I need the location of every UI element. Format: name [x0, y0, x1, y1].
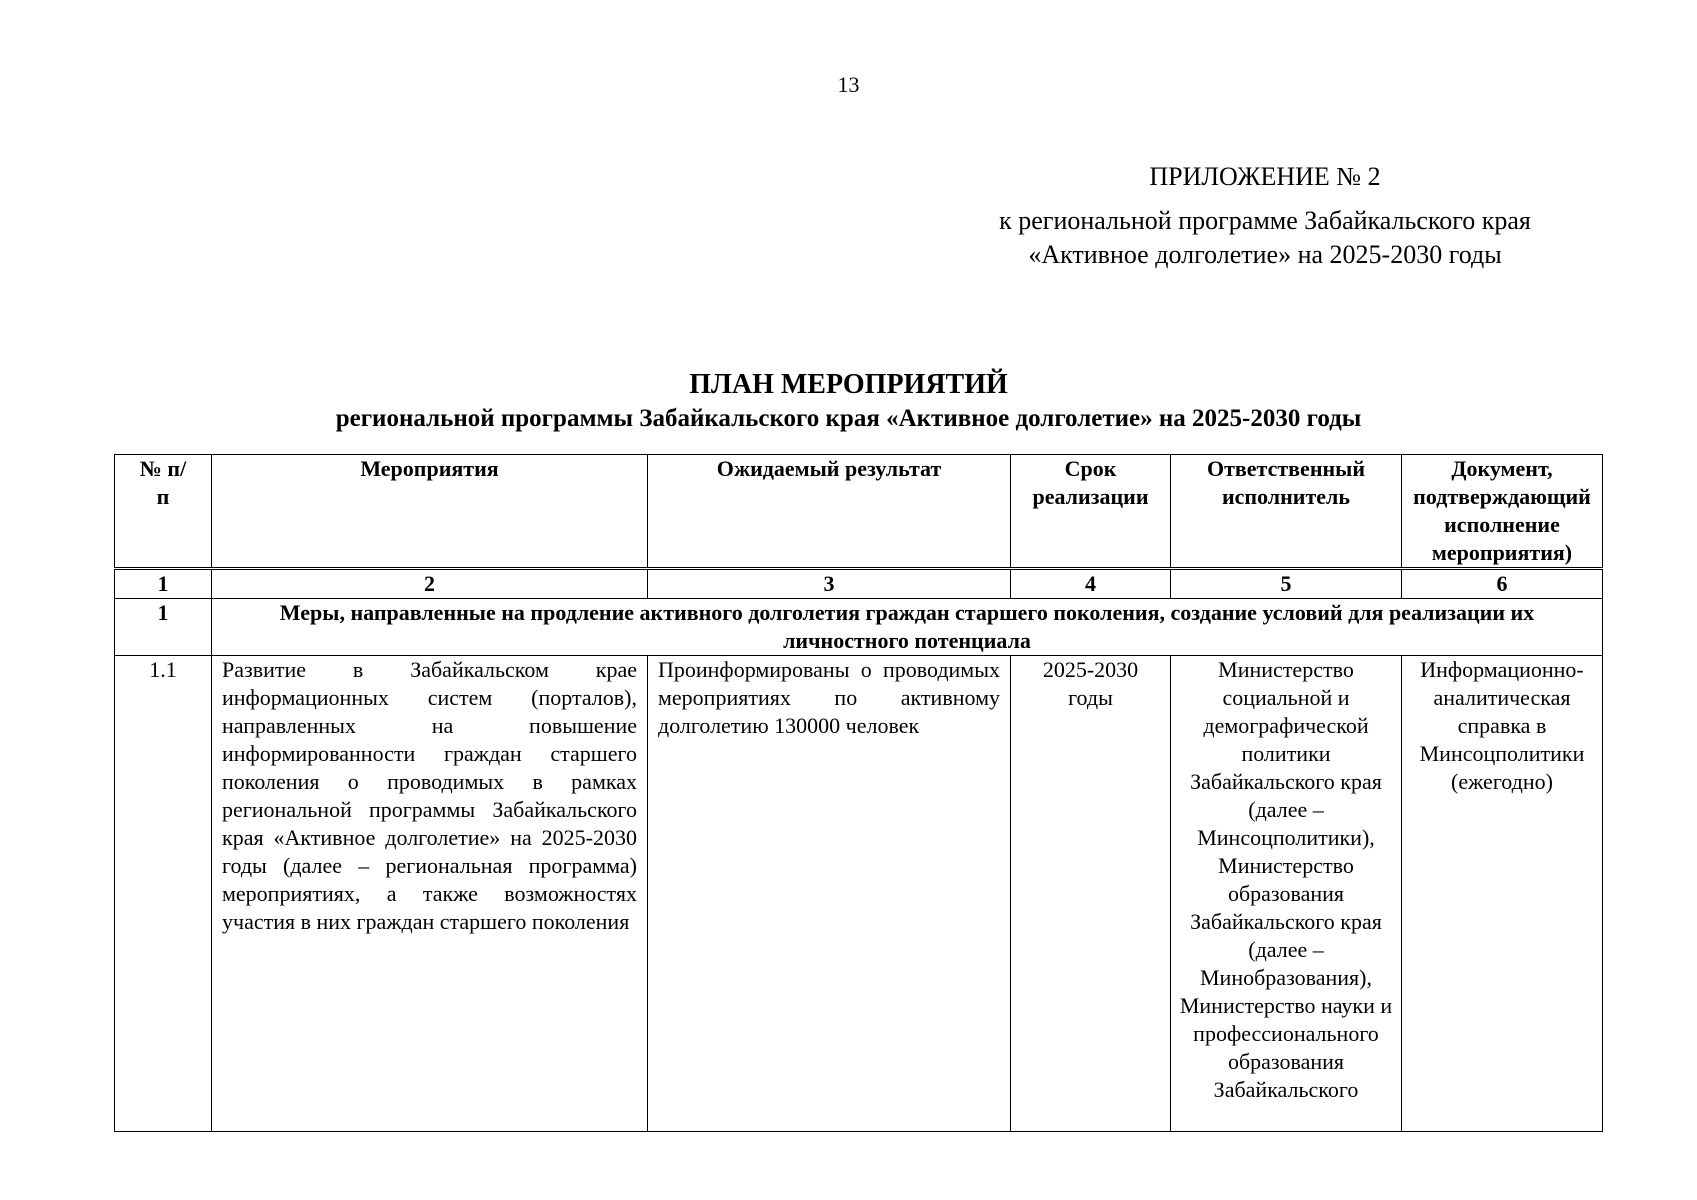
row-result: Проинформированы о проводимых мероприятиях по активному долголетию 130000 человек: [648, 656, 1011, 1132]
annex-line-2: «Активное долголетие» на 2025-2030 годы: [1028, 240, 1502, 269]
header-executor: Ответственный исполнитель: [1171, 455, 1402, 569]
column-number: 5: [1171, 569, 1402, 599]
table-row: [115, 656, 1603, 1132]
annex-title: ПРИЛОЖЕНИЕ № 2: [1149, 162, 1381, 191]
row-activity: Развитие в Забайкальском крае информационных систем (порталов), направленных на повышение информированности граждан старшего поколения о проводимых в рамках региональной программы Забайкальского края «Активное долголетие» на 2025-2030 годы (далее – региональная программа) мероприятиях, а также возможностях участия в них граждан старшего поколения: [212, 656, 648, 1132]
plan-title: ПЛАН МЕРОПРИЯТИЙ: [689, 369, 1008, 400]
column-number: 4: [1011, 569, 1171, 599]
plan-table: [114, 454, 1603, 1132]
column-number: 6: [1402, 569, 1603, 599]
row-number: 1.1: [115, 656, 212, 1132]
row-executor: Министерство социальной и демографической политики Забайкальского края (далее – Минсоцполитики), Министерство образования Забайкальского края (далее – Минобразования), Министерство науки и профессионального образования Забайкальского: [1171, 656, 1402, 1132]
header-result: Ожидаемый результат: [648, 455, 1011, 569]
column-numbers-row: [115, 569, 1603, 599]
header-activity: Мероприятия: [212, 455, 648, 569]
table-header-row: [115, 455, 1603, 569]
section-number: 1: [115, 599, 212, 656]
row-document: Информационно-аналитическая справка в Минсоцполитики (ежегодно): [1402, 656, 1603, 1132]
column-number: 1: [115, 569, 212, 599]
row-term: 2025-2030 годы: [1011, 656, 1171, 1132]
page-number: 13: [837, 72, 860, 97]
section-title: Меры, направленные на продление активного долголетия граждан старшего поколения, создание условий для реализации их личностного потенциала: [212, 599, 1603, 656]
plan-subtitle: региональной программы Забайкальского края «Активное долголетие» на 2025-2030 годы: [335, 405, 1362, 432]
column-number: 2: [212, 569, 648, 599]
annex-line-1: к региональной программе Забайкальского края: [999, 206, 1531, 235]
header-document: Документ, подтверждающий исполнение мероприятия): [1402, 455, 1603, 569]
header-number: № п/п: [115, 455, 212, 569]
annex-block: [900, 160, 1630, 272]
plan-title-block: [0, 368, 1697, 436]
header-term: Срок реализации: [1011, 455, 1171, 569]
column-number: 3: [648, 569, 1011, 599]
section-row: [115, 599, 1603, 656]
